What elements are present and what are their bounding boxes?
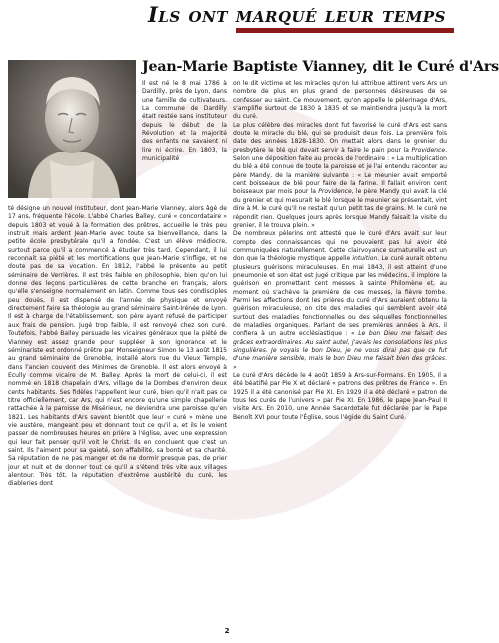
- banner-accent-bar: [236, 28, 454, 33]
- paragraph-intuition: [233, 230, 447, 372]
- intro-paragraph: Il est né le 8 mai 1786 à Dardilly, près de Lyon, dans une famille de cultivateurs. La commune de Dardilly était restée sans instituteur depuis le début de la Révolution et la majorité des enfants ne savaient ni lire ni écrire. En 1803, la municipalité: [142, 80, 227, 163]
- article-column-right: [233, 80, 447, 422]
- intuition-text-b: . Le curé aurait obtenu plusieurs guérisons miraculeuses. En mai 1843, il est atteint d'une pneumonie et son état est jugé critique par les médecins, il implore la guérison en promettant cent messes à sainte Philomène et, au moment où s'achève la première de ces messes, la fièvre tombe. Parmi les affections dont les prières du curé d'Ars auraient obtenu la guérison miraculeuse, on cite des maladies qui semblent avoir été surtout des maladies fonctionnelles ou des séquelles fonctionnelles de maladies organiques. Parlant de ses premières années à Ars, il confiera à un autre ecclésiastique : «: [233, 255, 447, 338]
- left-column-paragraph: té désigne un nouvel instituteur, dont Jean-Marie Vianney, alors âgé de 17 ans, fréquente l'école. L'abbé Charles Balley, curé « concordataire » depuis 1803 et voué à la formation des prêtres, accueille le très peu instruit mais ardent Jean-Marie avec toute sa bienveillance, dans la petite école presbytérale qu'il a fondée. C'est un élève médiocre, surtout parce qu'il a commencé à étudier très tard. Cependant, il lui reconnait sa piété et les mortifications que Jean-Marie s'inflige, et ne doute pas de sa vocation. En 1812, l'abbé le présente au petit séminaire de Verrières. Il est très faible en philosophie, bien qu'on lui donne des leçons particulières de cette branche en français, alors qu'elle s'enseigne normalement en latin. Comme tous ses condisciples peu doués, il est dispensé de l'année de physique et envoyé directement faire sa théologie au grand séminaire Saint-Irénée de Lyon. Il est à charge de l'établissement, son père ayant refusé de participer aux frais de pension. Jugé trop faible, il est renvoyé chez son curé. Toutefois, l'abbé Balley persuade les vicaires généraux que la piété de Vianney est assez grande pour suppléer à son ignorance et le séminariste est ordonné prêtre par Monseigneur Simon le 13 août 1815 au grand séminaire de Grenoble, installé alors rue du Vieux Temple, dans l'ancien couvent des Minimes de Grenoble. Il est alors envoyé à Ecully comme vicaire de M. Balley. Après la mort de celui-ci, il est nommé en 1818 chapelain d'Ars, village de la Dombes d'environ deux cents habitants. Ses fidèles l'appellent leur curé, bien qu'il n'ait pas ce titre officiellement, car Ars, qui n'est encore qu'une simple chapellerie rattachée à la paroisse de Misérieux, ne deviendra une paroisse qu'en 1821. Les habitants d'Ars savent bientôt que leur « curé » mène une vie austère, mangeant peu et donnant tout ce qu'il a, et ils le voient passer de nombreuses heures en prière à l'église, avec une expression qui leur fait penser qu'il voit le Christ. Ils en concluent que c'est un saint. Ils l'aiment pour sa gaieté, son affabilité, sa bonté et sa charité. Sa réputation de ne pas manger et de ne dormir presque pas, de prier jour et nuit et de donner tout ce qu'il a s'étend très vite aux villages alentour. Très tôt, la réputation d'extrême austérité du curé, les diableries dont: [8, 205, 227, 488]
- paragraph-pilgrimage: on le dit victime et les miracles qu'on lui attribue attirent vers Ars un nombre de plus en plus grand de personnes désireuses de se confesser au saint. Ce mouvement, qu'on appelle le pèlerinage d'Ars, s'amplifie surtout de 1830 à 1835 et se maintiendra jusqu'à la mort du curé.: [233, 80, 447, 121]
- banner-title: Ils ont marqué leur temps: [147, 2, 446, 27]
- article-headline: Jean-Marie Baptiste Vianney, dit le Curé d'Ars: [142, 59, 499, 75]
- miracle-text-c: , le père Mandy qui avait la clé du grenier et qui mesurait le blé lorsque le meunier se présentait, vint dire à M. le curé qu'il ne restait qu'un petit tas de grains. M. le curé ne répondit rien. Quelques jours après lorsque Mandy faisait la visite du grenier, il le trouva plein. »: [233, 188, 447, 229]
- article-column-left: [8, 205, 227, 489]
- miracle-text-a: Le plus célèbre des miracles dont fut favorisé le curé d'Ars est sans doute le miracle du blé, qui se produisit deux fois. La première fois date des années 1828-1830. On mettait alors dans le grenier du presbytère le blé qui devait servir à faire le pain pour la: [233, 121, 447, 154]
- intuition-emphasis: intuition: [352, 255, 378, 263]
- intuition-text-c: . »: [233, 355, 447, 371]
- miracle-text-b: . Selon une déposition faite au procès de l'ordinaire : « La multiplication du blé a été connue de toute la paroisse et je l'ai entendu raconter au père Mandy, de la manière suivante : « Le meunier avait emporté cent boisseaux de blé pour faire de la farine. Il fallait environ cent boisseaux par mois pour la: [233, 146, 447, 196]
- portrait-image: [8, 60, 136, 198]
- page-number: 2: [224, 627, 230, 635]
- paragraph-death-canonization: Le curé d'Ars décède le 4 août 1859 à Ars-sur-Formans. En 1905, il a été béatifié par Pie X et déclaré « patrons des prêtres de France ». En 1925 il a été canonisé par Pie XI. En 1929 il a été déclaré « patron de tous les curés de l'univers » par Pie XI. En 1986, le pape Jean-Paul II visite Ars. En 2010, une Année Sacerdotale fut déclarée par le Pape Benoît XVI pour toute l'Église, sous l'égide du Saint Curé.: [233, 372, 447, 421]
- paragraph-miracle-ble: [233, 122, 447, 230]
- providence-emphasis-1: Providence: [411, 146, 446, 154]
- providence-emphasis-2: Providence: [318, 188, 352, 196]
- page-banner: [0, 0, 454, 44]
- article-intro: [142, 80, 227, 163]
- intuition-text-a: De nombreux pèlerins ont attesté que le curé d'Ars avait sur leur compte des connaissances qui ne pouvaient pas lui avoir été communiquées naturellement. Cette clairvoyance surnaturelle est un don que la théologie mystique appelle: [233, 230, 447, 263]
- quote-emphasis: Le bon Dieu me faisait des grâces extraordinaires. Au saint autel, j'avais les consolations les plus singulières. Je voyais le bon Dieu, je ne vous dirai pas que ce fut d'une manière sensible, mais le bon Dieu me faisait bien des grâces: [233, 330, 447, 363]
